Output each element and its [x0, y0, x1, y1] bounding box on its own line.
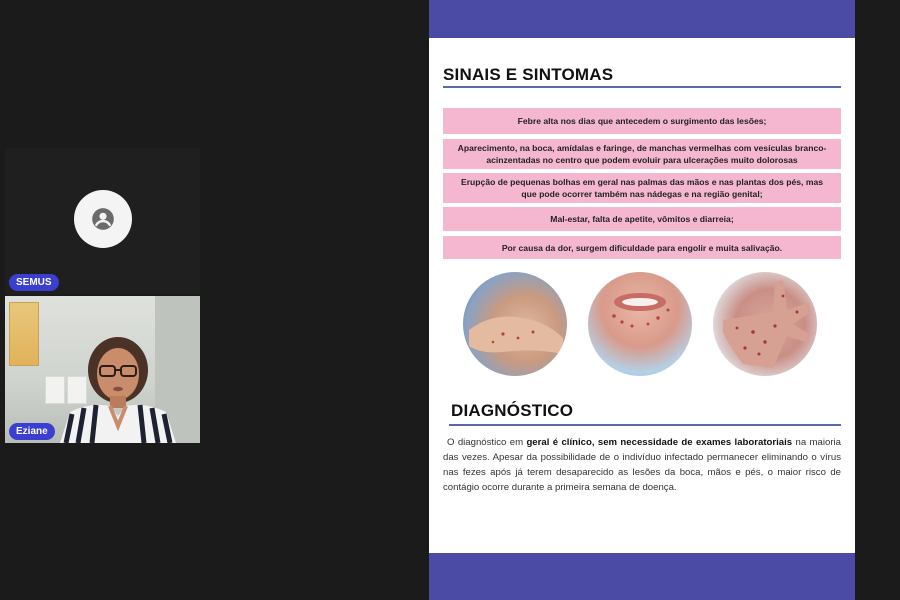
- diagnosis-text-rest: na maioria das vezes. Apesar da possibilidade de o indivíduo infectado permanecer eliminando o vírus nas fezes após já terem desaparecido as lesões da boca, mãos e pés, o maior risco de contágio ocorre durante a primeira semana de doença.: [443, 437, 841, 493]
- section-title-diagnostico: DIAGNÓSTICO: [451, 401, 574, 420]
- symptom-item: Por causa da dor, surgem dificuldade para engolir e muita salivação.: [443, 236, 841, 259]
- participant-name-badge: Eziane: [9, 423, 55, 440]
- diagnosis-text-intro: O diagnóstico em: [447, 437, 527, 448]
- participant-video-person: [50, 334, 180, 443]
- symptom-item: Aparecimento, na boca, amídalas e faringe, de manchas vermelhas com vesículas branco-acinzentadas no centro que podem evoluir para ulcerações muito dolorosas: [443, 139, 841, 169]
- symptom-item: Febre alta nos dias que antecedem o surgimento das lesões;: [443, 108, 841, 134]
- slide-top-band: [429, 0, 855, 38]
- shared-slide: [429, 0, 855, 600]
- section-title-sinais-e-sintomas: SINAIS E SINTOMAS: [443, 65, 614, 84]
- section-divider: [449, 424, 841, 426]
- user-avatar-icon: [74, 190, 132, 248]
- participant-tile-semus[interactable]: [5, 148, 200, 294]
- participant-name-badge: SEMUS: [9, 274, 59, 291]
- mouth-lesions-photo: [588, 272, 692, 376]
- section-divider: [443, 86, 841, 88]
- diagnosis-text-bold: geral é clínico, sem necessidade de exames laboratoriais: [526, 437, 793, 448]
- hand-lesions-photo: [713, 272, 817, 376]
- wall-poster: [9, 302, 39, 366]
- slide-bottom-band: [429, 553, 855, 600]
- symptom-item: Erupção de pequenas bolhas em geral nas palmas das mãos e nas plantas dos pés, mas que pode ocorrer também nas nádegas e na região genital;: [443, 173, 841, 203]
- participant-tile-eziane[interactable]: [5, 296, 200, 443]
- symptom-item: Mal-estar, falta de apetite, vômitos e diarreia;: [443, 207, 841, 231]
- foot-lesions-photo: [463, 272, 567, 376]
- diagnosis-paragraph: [443, 435, 841, 495]
